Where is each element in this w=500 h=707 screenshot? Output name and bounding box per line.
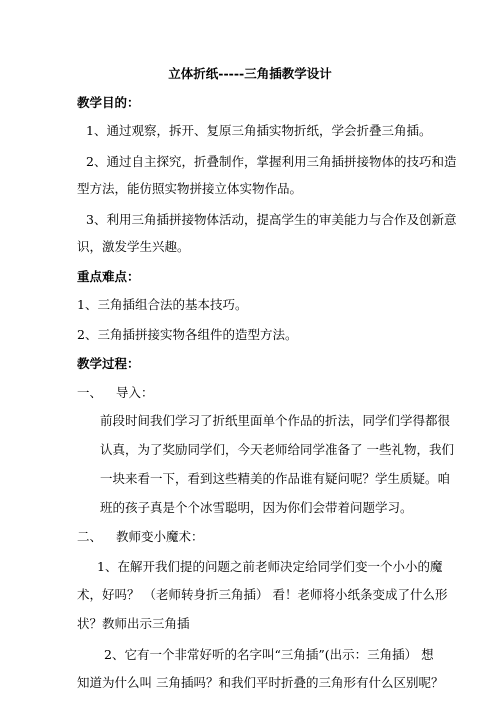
section-2-para-1-line-3: 状？教师出示三角插: [77, 616, 190, 631]
section-2-number: 二、: [77, 529, 103, 544]
key-point-2: 2、三角插拼接实物各组件的造型方法。: [77, 327, 298, 342]
goals-heading: 教学目的：: [77, 95, 140, 110]
goal-2-line1: 2、通过自主探究，折叠制作，掌握利用三角插拼接物体的技巧和造: [86, 154, 457, 169]
goal-3-line2: 识，激发学生兴趣。: [77, 239, 190, 254]
section-2-label: 教师变小魔术：: [116, 529, 204, 544]
section-2-para-2-line-2: 知道为什么叫 三角插吗？和我们平时折叠的三角形有什么区别呢？: [77, 675, 444, 690]
document-title: 立体折纸-----三角插教学设计: [168, 66, 332, 81]
section-1-line-2: 认真，为了奖励同学们，今天老师给同学准备了 一些礼物，我们: [100, 442, 454, 457]
section-1-label: 导入：: [116, 385, 154, 400]
goal-3-line1: 3、利用三角插拼接物体活动，提高学生的审美能力与合作及创新意: [86, 212, 457, 227]
section-2-para-1-line-2: 术，好吗？ （老师转身折三角插） 看！老师将小纸条变成了什么形: [77, 587, 448, 602]
section-1-line-4: 班的孩子真是个个冰雪聪明，因为你们会带着问题学习。: [100, 500, 413, 515]
section-2-para-2-line-1: 2、它有一个非常好听的名字叫“三角插”(出示：三角插） 想: [104, 647, 434, 662]
key-points-heading: 重点难点：: [77, 269, 140, 284]
process-heading: 教学过程：: [77, 356, 140, 371]
section-1-number: 一、: [77, 385, 103, 400]
section-1-line-1: 前段时间我们学习了折纸里面单个作品的折法，同学们学得都很: [100, 413, 451, 428]
goal-1: 1、通过观察，拆开、复原三角插实物折纸，学会折叠三角插。: [86, 123, 432, 138]
section-1-line-3: 一块来看一下，看到这些精美的作品谁有疑问呢？学生质疑。咱: [100, 471, 451, 486]
key-point-1: 1、三角插组合法的基本技巧。: [77, 297, 248, 312]
section-2-para-1-line-1: 1、在解开我们提的问题之前老师决定给同学们变一个小小的魔: [97, 559, 443, 574]
goal-2-line2: 型方法，能仿照实物拼接立体实物作品。: [77, 181, 303, 196]
